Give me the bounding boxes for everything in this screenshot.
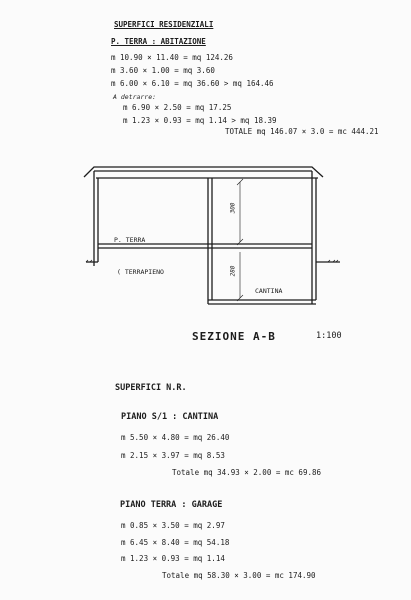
dim-upper: 300 <box>229 202 237 214</box>
cellar-row-1: m 5.50 × 4.80 = mq 26.40 <box>121 433 230 442</box>
residential-row-2: m 3.60 × 1.00 = mq 3.60 <box>111 66 215 75</box>
dim-lower: 280 <box>229 265 237 277</box>
cellar-title: PIANO S/1 : CANTINA <box>121 412 219 422</box>
residential-title: SUPERFICI RESIDENZIALI <box>114 20 214 29</box>
non-residential-title: SUPERFICI N.R. <box>115 383 187 393</box>
cellar-row-2: m 2.15 × 3.97 = mq 8.53 <box>121 451 225 460</box>
cellar-total: Totale mq 34.93 × 2.00 = mc 69.86 <box>172 468 322 477</box>
section-scale: 1:100 <box>316 331 342 341</box>
label-cellar: CANTINA <box>255 287 283 295</box>
garage-row-3: m 1.23 × 0.93 = mq 1.14 <box>121 554 225 563</box>
garage-row-1: m 0.85 × 3.50 = mq 2.97 <box>121 521 225 530</box>
section-title: SEZIONE A-B <box>192 330 276 343</box>
residential-subtitle: P. TERRA : ABITAZIONE <box>111 37 206 46</box>
residential-row-3: m 6.00 × 6.10 = mq 36.60 > mq 164.46 <box>111 79 274 88</box>
label-ground-floor: P. TERRA <box>114 236 146 244</box>
garage-title: PIANO TERRA : GARAGE <box>120 500 223 510</box>
deduct-label: A detrarre: <box>113 93 157 101</box>
residential-row-1: m 10.90 × 11.40 = mq 124.26 <box>111 53 233 62</box>
deduct-row-1: m 6.90 × 2.50 = mq 17.25 <box>123 103 232 112</box>
deduct-row-2: m 1.23 × 0.93 = mq 1.14 > mq 18.39 <box>123 116 277 125</box>
residential-total: TOTALE mq 146.07 × 3.0 = mc 444.21 <box>225 127 379 136</box>
label-fill: ( TERRAPIENO <box>117 268 164 276</box>
garage-row-2: m 6.45 × 8.40 = mq 54.18 <box>121 538 230 547</box>
garage-total: Totale mq 58.30 × 3.00 = mc 174.90 <box>162 571 316 580</box>
